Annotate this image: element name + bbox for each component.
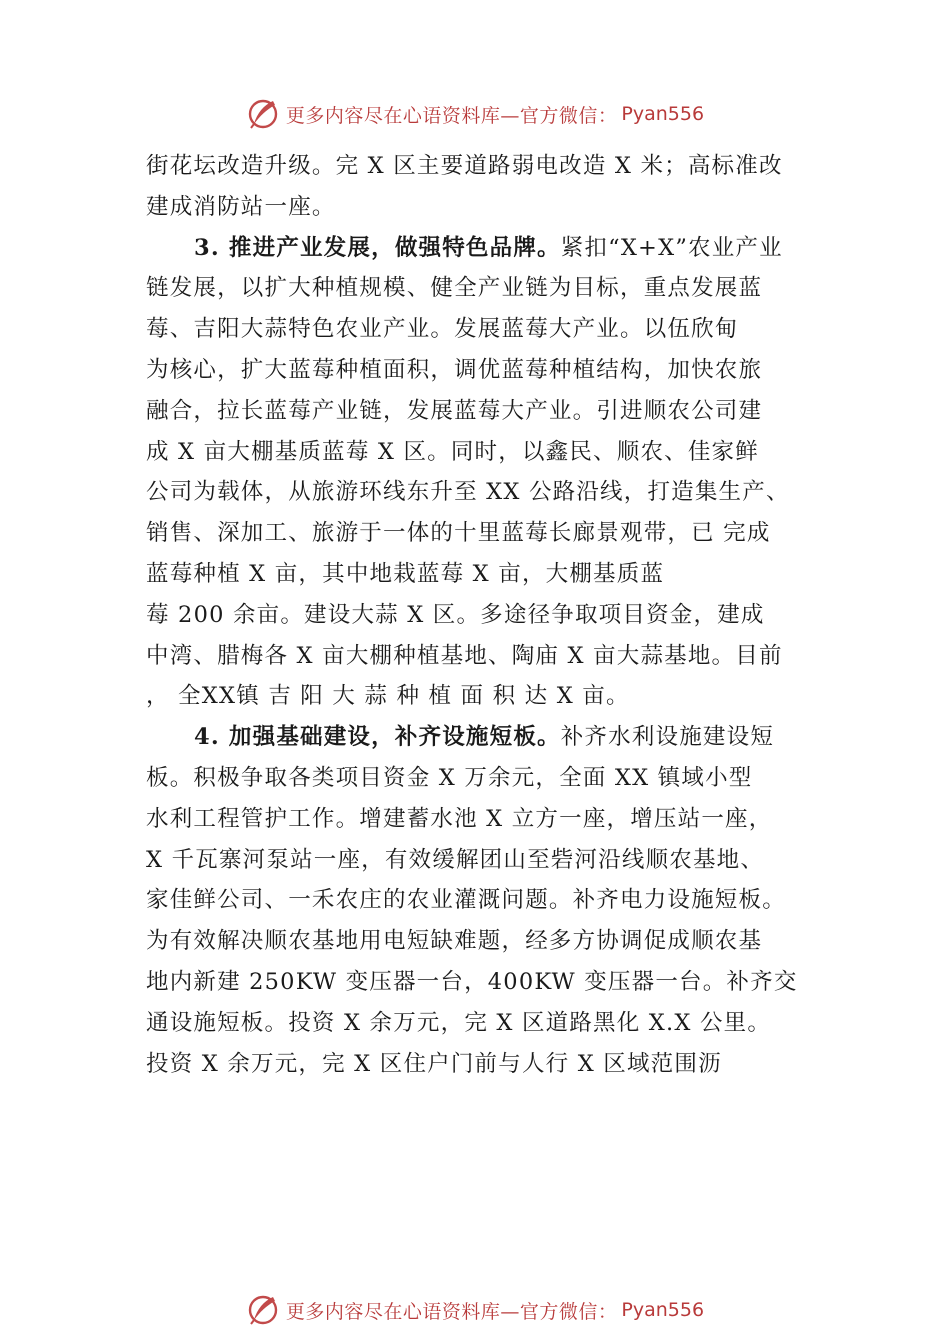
document-body (146, 146, 811, 1084)
text-line: 地内新建 250KW 变压器一台，400KW 变压器一台。补齐交 (146, 968, 798, 995)
text-run: 补齐水利设施建设短 (560, 724, 775, 751)
section3-heading: 3. 推进产业发展，做强特色品牌。 (194, 234, 561, 261)
text-line: X 千瓦寨河泵站一座，有效缓解团山至砦河沿线顺农基地、 (146, 846, 765, 873)
section4-first-line (146, 717, 811, 758)
footer-banner (0, 1290, 950, 1330)
banner-text: 更多内容尽在心语资料库—官方微信： (285, 104, 618, 127)
header-banner (0, 94, 950, 134)
section4-heading: 4. 加强基础建设，补齐设施短板。 (194, 724, 561, 751)
text-line: 为核心，扩大蓝莓种植面积，调优蓝莓种植结构，加快农旅 (146, 356, 763, 383)
text-run: 紧扣“X+X”农业产业 (560, 234, 783, 261)
text-line: 成 X 亩大棚基质蓝莓 X 区。同时，以鑫民、顺农、佳家鲜 (146, 438, 759, 465)
text-line: 板。积极争取各类项目资金 X 万余元，全面 XX 镇域小型 (146, 764, 753, 791)
banner-wechat-id: Pyan556 (621, 103, 705, 125)
banner-text: 更多内容尽在心语资料库—官方微信： (285, 1300, 618, 1323)
text-line: 建成消防站一座。 (146, 193, 336, 220)
text-line: ， 全XX镇 吉 阳 大 蒜 种 植 面 积 达 X 亩。 (146, 683, 630, 710)
text-line: 销售、深加工、旅游于一体的十里蓝莓长廊景观带，已 完成 (146, 520, 771, 547)
text-line: 中湾、腊梅各 X 亩大棚种植基地、陶庙 X 亩大蒜基地。目前 (146, 642, 783, 669)
banner-wechat-id: Pyan556 (621, 1299, 705, 1321)
text-line: 链发展，以扩大种植规模、健全产业链为目标，重点发展蓝 (146, 275, 763, 302)
section3-first-line (146, 228, 811, 269)
text-line: 通设施短板。投资 X 余万元，完 X 区道路黑化 X.X 公里。 (146, 1009, 772, 1036)
text-line: 融合，拉长蓝莓产业链，发展蓝莓大产业。引进顺农公司建 (146, 397, 763, 424)
text-line: 投资 X 余万元，完 X 区住户门前与人行 X 区域范围沥 (146, 1050, 722, 1077)
text-line: 为有效解决顺农基地用电短缺难题，经多方协调促成顺农基 (146, 928, 763, 955)
text-line: 莓 200 余亩。建设大蒜 X 区。多途径争取项目资金，建成 (146, 601, 765, 628)
text-line: 蓝莓种植 X 亩，其中地栽蓝莓 X 亩，大棚基质蓝 (146, 560, 665, 587)
feather-pen-seal-icon (246, 1293, 280, 1327)
text-line: 家佳鲜公司、一禾农庄的农业灌溉问题。补齐电力设施短板。 (146, 887, 786, 914)
text-line: 莓、吉阳大蒜特色农业产业。发展蓝莓大产业。以伍欣甸 (146, 316, 739, 343)
text-line: 水利工程管护工作。增建蓄水池 X 立方一座，增压站一座， (146, 805, 773, 832)
text-line: 公司为载体，从旅游环线东升至 XX 公路沿线，打造集生产、 (146, 479, 790, 506)
text-line: 街花坛改造升级。完 X 区主要道路弱电改造 X 米；高标准改 (146, 153, 783, 179)
feather-pen-seal-icon (246, 97, 280, 131)
